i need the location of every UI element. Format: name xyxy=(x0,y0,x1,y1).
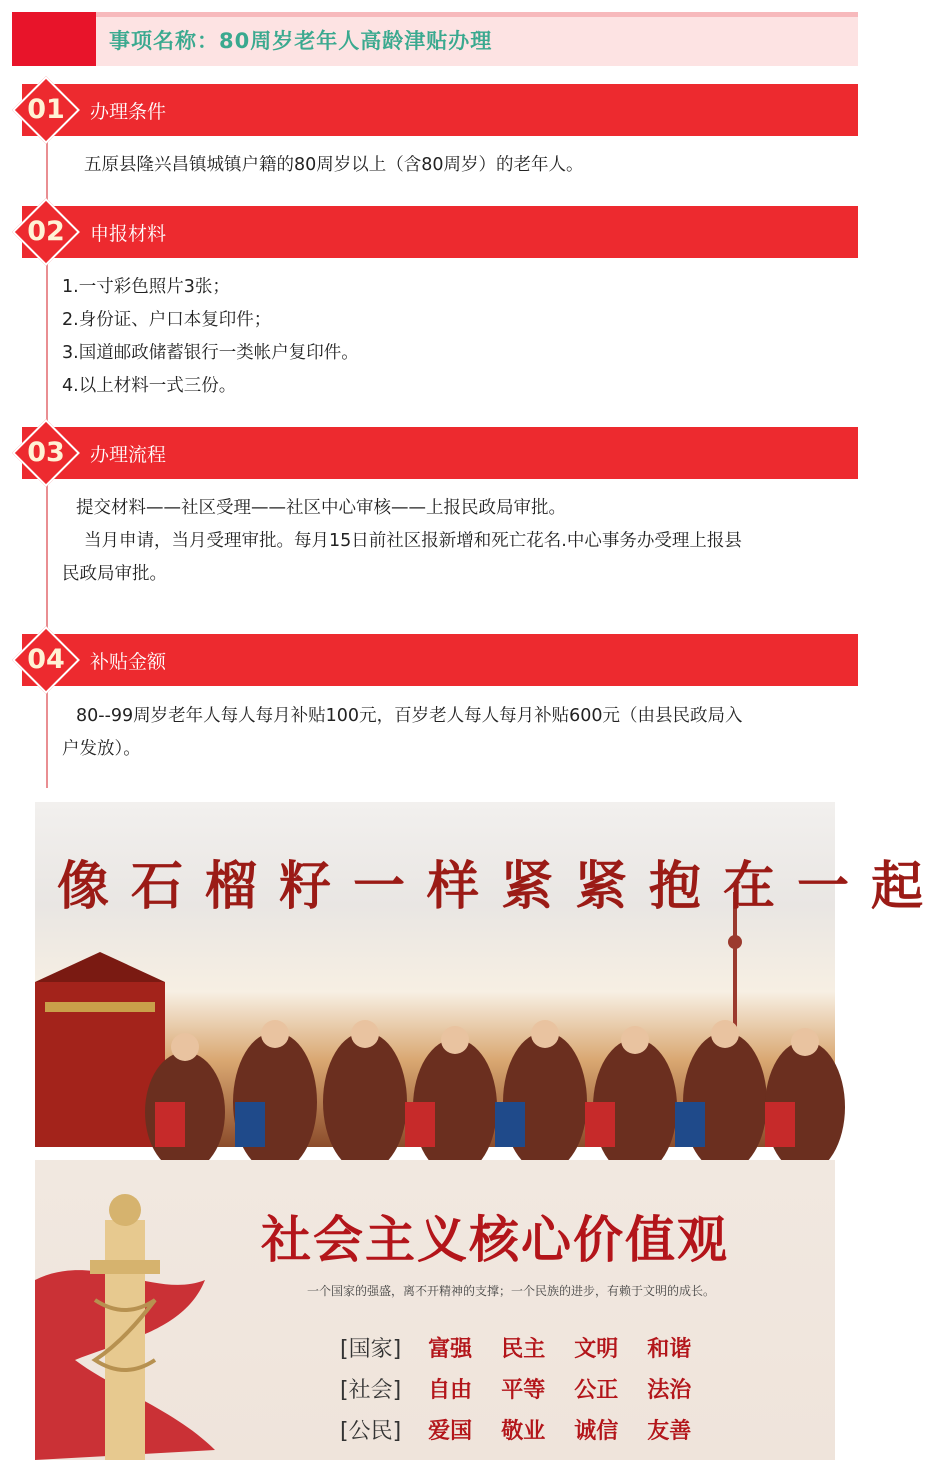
section-number-badge xyxy=(12,626,80,694)
section-label: 办理条件 xyxy=(90,101,167,123)
body-line: 民政局审批。 xyxy=(62,564,167,584)
section-number: 01 xyxy=(27,94,65,125)
section-number: 02 xyxy=(27,216,65,247)
value-item: 平等 xyxy=(501,1378,546,1403)
values-row-citizen xyxy=(340,1414,713,1445)
section-number-badge xyxy=(12,419,80,487)
section-label: 补贴金额 xyxy=(90,651,167,673)
body-line: 80--99周岁老年人每人每月补贴100元，百岁老人每人每月补贴600元（由县民政局入 xyxy=(76,706,743,726)
title-accent-block xyxy=(12,12,96,66)
banner-subtitle: 一个国家的强盛，离不开精神的支撑；一个民族的进步，有赖于文明的成长。 xyxy=(307,1284,716,1298)
banner-title: 社会主义核心价值观 xyxy=(261,1210,729,1269)
body-line: 户发放）。 xyxy=(62,739,141,759)
body-line: 1.一寸彩色照片3张； xyxy=(62,277,230,297)
section-label: 申报材料 xyxy=(90,223,167,245)
title-bar xyxy=(12,12,858,66)
value-item: 民主 xyxy=(501,1337,546,1362)
section-label: 办理流程 xyxy=(90,444,167,466)
values-category: [国家] xyxy=(340,1337,402,1362)
section-number-badge xyxy=(12,76,80,144)
value-item: 诚信 xyxy=(574,1419,619,1444)
page-title: 事项名称：80周岁老年人高龄津贴办理 xyxy=(109,29,493,53)
value-item: 富强 xyxy=(428,1337,473,1362)
body-line: 五原县隆兴昌镇城镇户籍的80周岁以上（含80周岁）的老年人。 xyxy=(84,155,584,175)
value-item: 友善 xyxy=(647,1419,692,1444)
core-values-banner xyxy=(35,1160,835,1460)
section-body-01 xyxy=(62,149,858,182)
value-item: 敬业 xyxy=(501,1419,546,1444)
value-item: 爱国 xyxy=(428,1419,473,1444)
body-line: 4.以上材料一式三份。 xyxy=(62,376,237,396)
value-item: 文明 xyxy=(574,1337,619,1362)
section-body-03 xyxy=(62,492,862,591)
section-header-02 xyxy=(22,206,858,258)
section-header-04 xyxy=(22,634,858,686)
unity-banner-image xyxy=(35,802,945,1147)
value-item: 和谐 xyxy=(647,1337,692,1362)
body-line: 提交材料——社区受理——社区中心审核——上报民政局审批。 xyxy=(76,498,566,518)
section-body-02 xyxy=(62,271,858,403)
section-number-badge xyxy=(12,198,80,266)
section-header-03 xyxy=(22,427,858,479)
values-category: [公民] xyxy=(340,1419,402,1444)
section-header-01 xyxy=(22,84,858,136)
section-number: 03 xyxy=(27,437,65,468)
body-line: 当月申请，当月受理审批。每月15日前社区报新增和死亡花名.中心事务办受理上报县 xyxy=(84,531,742,551)
body-line: 3.国道邮政储蓄银行一类帐户复印件。 xyxy=(62,343,359,363)
section-body-04 xyxy=(62,700,862,766)
values-row-society xyxy=(340,1373,713,1404)
value-item: 公正 xyxy=(574,1378,619,1403)
values-row-nation xyxy=(340,1332,713,1363)
banner-slogan: 像石榴籽一样紧紧抱在一起 xyxy=(57,856,945,917)
body-line: 2.身份证、户口本复印件； xyxy=(62,310,272,330)
value-item: 自由 xyxy=(428,1378,473,1403)
section-number: 04 xyxy=(27,644,65,675)
value-item: 法治 xyxy=(647,1378,692,1403)
title-top-line xyxy=(96,12,858,17)
values-category: [社会] xyxy=(340,1378,402,1403)
